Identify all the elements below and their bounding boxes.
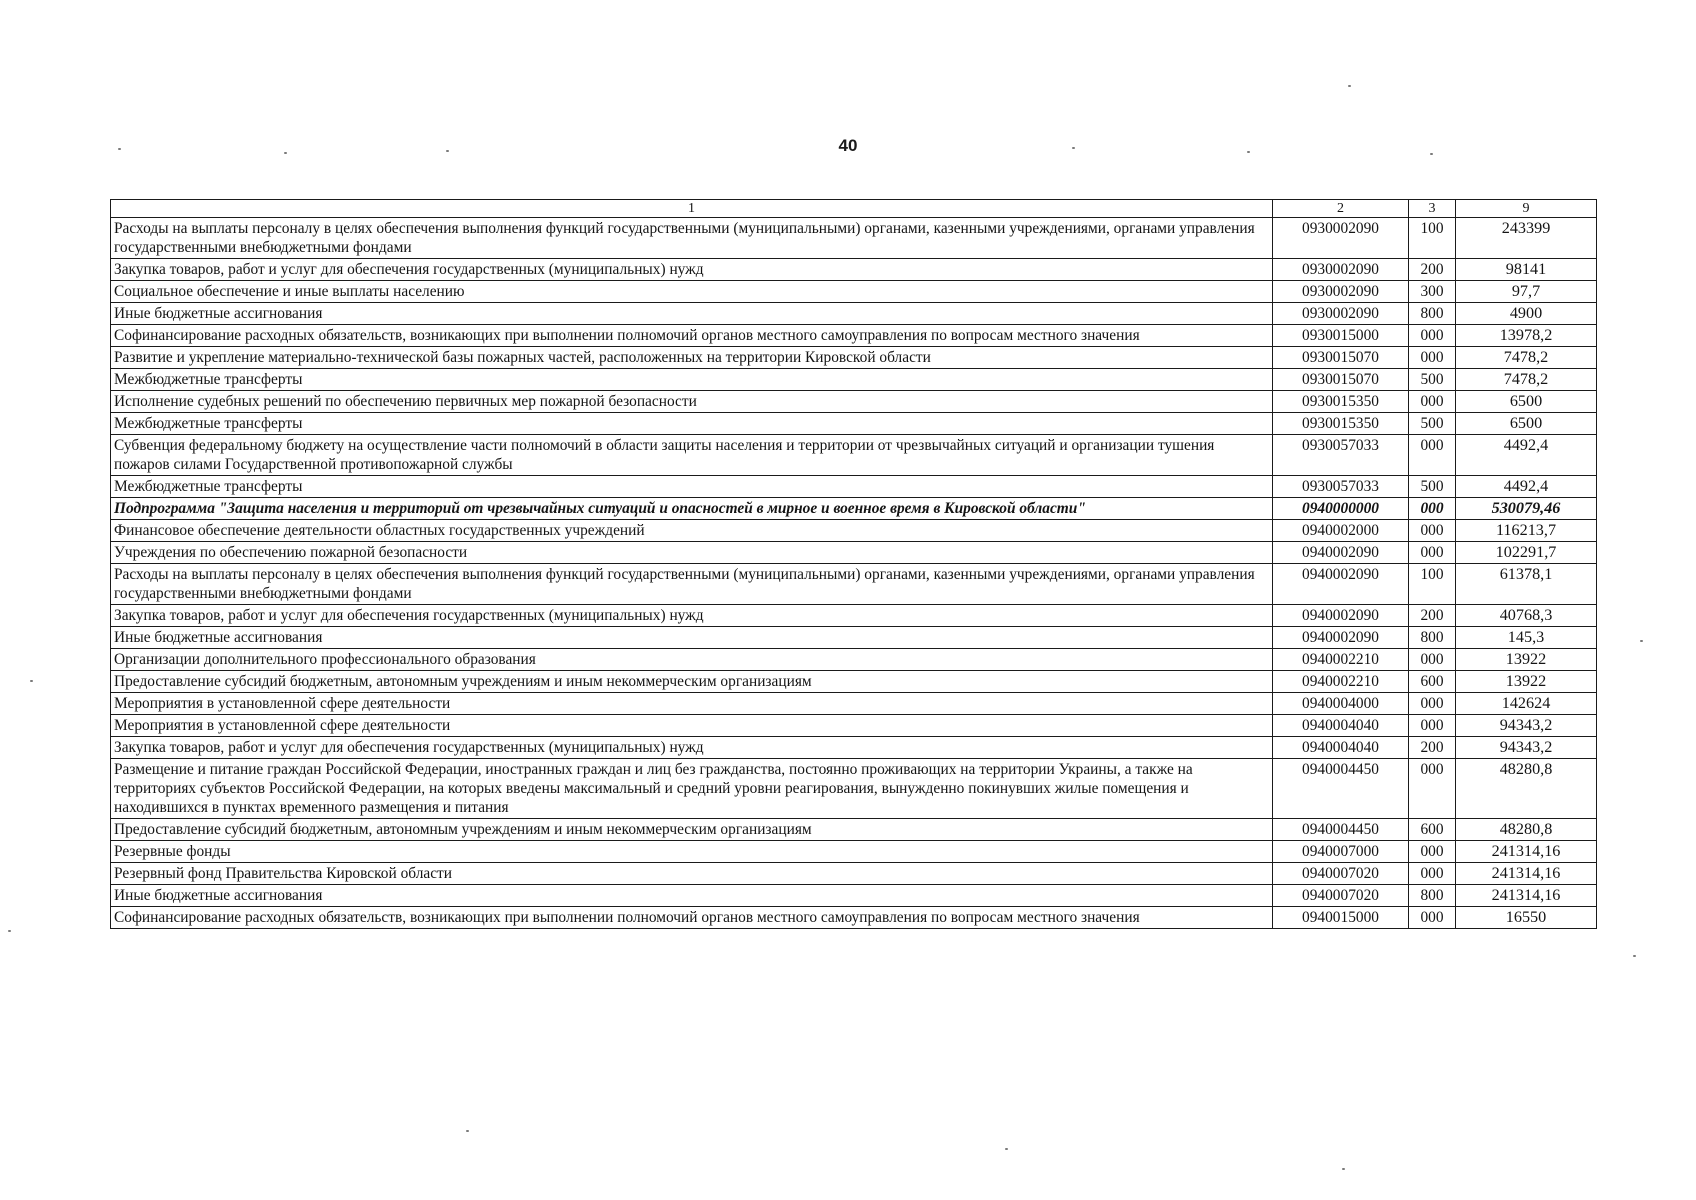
row-amount: 4492,4 [1456,435,1597,476]
table-row [111,841,1597,863]
row-code: 0940007000 [1273,841,1409,863]
row-code: 0940002090 [1273,564,1409,605]
table-row [111,281,1597,303]
header-row [111,200,1597,218]
table-header [111,200,1597,218]
row-name: Подпрограмма "Защита населения и территорий от чрезвычайных ситуаций и опасностей в мирное и военное время в Кировской области" [111,498,1273,520]
table-row [111,369,1597,391]
row-type: 000 [1409,759,1456,819]
table-row [111,627,1597,649]
row-code: 0940002000 [1273,520,1409,542]
row-name: Закупка товаров, работ и услуг для обеспечения государственных (муниципальных) нужд [111,737,1273,759]
row-code: 0940004000 [1273,693,1409,715]
row-name: Финансовое обеспечение деятельности областных государственных учреждений [111,520,1273,542]
row-name: Субвенция федеральному бюджету на осуществление части полномочий в области защиты населения и территории от чрезвычайных ситуаций и организации тушения пожаров силами Государственной противопожарной службы [111,435,1273,476]
table-row [111,435,1597,476]
row-amount: 241314,16 [1456,863,1597,885]
table-body [111,218,1597,929]
row-type: 800 [1409,885,1456,907]
row-name: Мероприятия в установленной сфере деятельности [111,715,1273,737]
row-amount: 94343,2 [1456,715,1597,737]
header-col-1: 1 [111,200,1273,218]
table-row [111,347,1597,369]
row-type: 000 [1409,907,1456,929]
table-row [111,391,1597,413]
row-type: 800 [1409,303,1456,325]
row-amount: 48280,8 [1456,759,1597,819]
row-code: 0930015350 [1273,391,1409,413]
row-name: Межбюджетные трансферты [111,413,1273,435]
row-amount: 40768,3 [1456,605,1597,627]
table-row [111,863,1597,885]
header-col-2: 2 [1273,200,1409,218]
table-row [111,476,1597,498]
row-name: Организации дополнительного профессионального образования [111,649,1273,671]
row-type: 000 [1409,542,1456,564]
row-name: Размещение и питание граждан Российской Федерации, иностранных граждан и лиц без гражданства, постоянно проживающих на территории Украины, а также на территориях субъектов Российской Федерации, на которых введены максимальный и средний уровни реагирования, вынужденно покинувших жилые помещения и находившихся в пунктах временного размещения и питания [111,759,1273,819]
row-amount: 7478,2 [1456,369,1597,391]
row-name: Межбюджетные трансферты [111,476,1273,498]
row-type: 500 [1409,476,1456,498]
row-name: Предоставление субсидий бюджетным, автономным учреждениям и иным некоммерческим организациям [111,819,1273,841]
row-name: Учреждения по обеспечению пожарной безопасности [111,542,1273,564]
row-amount: 4492,4 [1456,476,1597,498]
row-amount: 16550 [1456,907,1597,929]
row-amount: 4900 [1456,303,1597,325]
row-type: 200 [1409,605,1456,627]
row-amount: 243399 [1456,218,1597,259]
table-row [111,715,1597,737]
row-type: 100 [1409,564,1456,605]
row-amount: 241314,16 [1456,885,1597,907]
table-row [111,885,1597,907]
row-code: 0940007020 [1273,885,1409,907]
row-code: 0940002210 [1273,649,1409,671]
row-code: 0940000000 [1273,498,1409,520]
row-amount: 13978,2 [1456,325,1597,347]
row-amount: 530079,46 [1456,498,1597,520]
row-name: Софинансирование расходных обязательств, возникающих при выполнении полномочий органов местного самоуправления по вопросам местного значения [111,325,1273,347]
row-type: 000 [1409,498,1456,520]
budget-table [110,199,1597,929]
row-amount: 48280,8 [1456,819,1597,841]
table-row [111,693,1597,715]
row-code: 0930015000 [1273,325,1409,347]
row-type: 000 [1409,347,1456,369]
row-code: 0930057033 [1273,476,1409,498]
table-row [111,649,1597,671]
table-row [111,759,1597,819]
row-amount: 6500 [1456,391,1597,413]
row-type: 100 [1409,218,1456,259]
table-row [111,737,1597,759]
row-code: 0930015070 [1273,369,1409,391]
row-type: 200 [1409,259,1456,281]
row-type: 000 [1409,841,1456,863]
row-name: Расходы на выплаты персоналу в целях обеспечения выполнения функций государственными (муниципальными) органами, казенными учреждениями, органами управления государственными внебюджетными фондами [111,564,1273,605]
row-code: 0940002090 [1273,627,1409,649]
table-row [111,907,1597,929]
row-code: 0930002090 [1273,303,1409,325]
row-type: 000 [1409,435,1456,476]
row-amount: 102291,7 [1456,542,1597,564]
row-type: 800 [1409,627,1456,649]
row-code: 0940015000 [1273,907,1409,929]
row-type: 000 [1409,693,1456,715]
row-amount: 145,3 [1456,627,1597,649]
row-amount: 7478,2 [1456,347,1597,369]
row-code: 0940007020 [1273,863,1409,885]
row-amount: 61378,1 [1456,564,1597,605]
row-type: 500 [1409,369,1456,391]
row-code: 0930057033 [1273,435,1409,476]
row-code: 0930015350 [1273,413,1409,435]
row-name: Исполнение судебных решений по обеспечению первичных мер пожарной безопасности [111,391,1273,413]
row-code: 0930015070 [1273,347,1409,369]
row-type: 000 [1409,649,1456,671]
row-name: Резервный фонд Правительства Кировской области [111,863,1273,885]
row-code: 0940002210 [1273,671,1409,693]
row-code: 0930002090 [1273,281,1409,303]
row-amount: 97,7 [1456,281,1597,303]
table-row [111,605,1597,627]
row-type: 600 [1409,819,1456,841]
table-row [111,564,1597,605]
row-name: Развитие и укрепление материально-технической базы пожарных частей, расположенных на территории Кировской области [111,347,1273,369]
row-type: 000 [1409,863,1456,885]
row-name: Иные бюджетные ассигнования [111,885,1273,907]
row-type: 000 [1409,325,1456,347]
row-type: 000 [1409,715,1456,737]
table-row [111,520,1597,542]
row-amount: 142624 [1456,693,1597,715]
header-col-3: 3 [1409,200,1456,218]
row-code: 0940002090 [1273,605,1409,627]
row-name: Софинансирование расходных обязательств, возникающих при выполнении полномочий органов местного самоуправления по вопросам местного значения [111,907,1273,929]
table-row [111,819,1597,841]
row-name: Предоставление субсидий бюджетным, автономным учреждениям и иным некоммерческим организациям [111,671,1273,693]
row-amount: 241314,16 [1456,841,1597,863]
row-amount: 6500 [1456,413,1597,435]
row-name: Межбюджетные трансферты [111,369,1273,391]
row-amount: 94343,2 [1456,737,1597,759]
row-type: 200 [1409,737,1456,759]
row-code: 0940004040 [1273,715,1409,737]
table-row [111,671,1597,693]
row-name: Социальное обеспечение и иные выплаты населению [111,281,1273,303]
table-row [111,413,1597,435]
page-number: 40 [838,136,858,155]
row-type: 600 [1409,671,1456,693]
row-name: Резервные фонды [111,841,1273,863]
table-row [111,325,1597,347]
table-row [111,303,1597,325]
row-code: 0940004450 [1273,759,1409,819]
row-type: 300 [1409,281,1456,303]
row-code: 0940004040 [1273,737,1409,759]
row-code: 0940004450 [1273,819,1409,841]
table-row [111,259,1597,281]
row-name: Закупка товаров, работ и услуг для обеспечения государственных (муниципальных) нужд [111,259,1273,281]
row-code: 0940002090 [1273,542,1409,564]
row-amount: 13922 [1456,649,1597,671]
row-code: 0930002090 [1273,259,1409,281]
row-type: 000 [1409,520,1456,542]
table-row [111,498,1597,520]
row-name: Закупка товаров, работ и услуг для обеспечения государственных (муниципальных) нужд [111,605,1273,627]
row-type: 000 [1409,391,1456,413]
table-row [111,542,1597,564]
row-name: Расходы на выплаты персоналу в целях обеспечения выполнения функций государственными (муниципальными) органами, казенными учреждениями, органами управления государственными внебюджетными фондами [111,218,1273,259]
row-type: 500 [1409,413,1456,435]
row-amount: 98141 [1456,259,1597,281]
row-amount: 13922 [1456,671,1597,693]
row-code: 0930002090 [1273,218,1409,259]
header-col-9: 9 [1456,200,1597,218]
table-row [111,218,1597,259]
row-amount: 116213,7 [1456,520,1597,542]
row-name: Иные бюджетные ассигнования [111,627,1273,649]
row-name: Иные бюджетные ассигнования [111,303,1273,325]
row-name: Мероприятия в установленной сфере деятельности [111,693,1273,715]
